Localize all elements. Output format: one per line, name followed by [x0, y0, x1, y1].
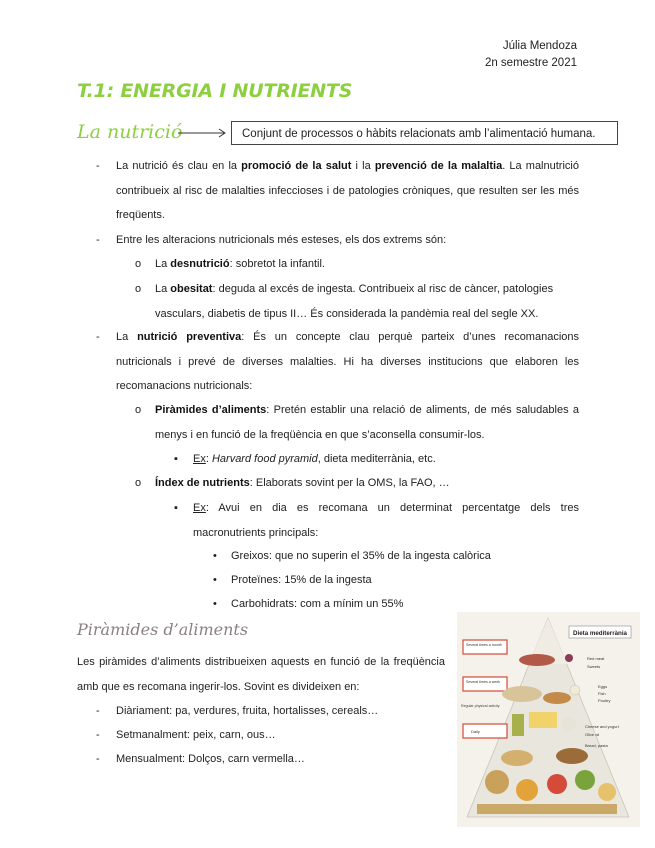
bullet-salut [116, 154, 579, 228]
text: La [155, 258, 171, 270]
text: : Avui en dia es recomana un determinat percentatge dels tres macronutrients principals: [193, 502, 579, 539]
square-marker: ▪ [174, 453, 178, 465]
bullet-obesitat [155, 277, 579, 326]
food-vegetables [575, 770, 595, 790]
label-red-meat: Red meat [587, 656, 605, 661]
pyramid-title: Dieta mediterrània [573, 630, 627, 637]
macro-item: Greixos: que no superin el 35% de la ingesta calòrica [231, 550, 491, 562]
bold-term: Índex de nutrients [155, 477, 250, 489]
dash-marker: - [96, 234, 100, 246]
semester: 2n semestre 2021 [484, 57, 577, 69]
food-tomato [547, 774, 567, 794]
label-poultry: Poultry [598, 698, 611, 703]
food-egg [570, 685, 580, 695]
author-name: Júlia Mendoza [502, 40, 577, 52]
page-title: T.1: ENERGIA I NUTRIENTS [77, 80, 353, 102]
circle-marker: o [135, 477, 142, 489]
dot-marker: • [213, 574, 217, 586]
food-cheese [529, 712, 557, 728]
label-cheese: Cheese and yogurt [585, 724, 619, 729]
bold-term: obesitat [170, 283, 213, 295]
circle-marker: o [135, 258, 142, 270]
text: : És un concepte clau perquè parteix d’unes recomanacions nutricionals i prevé de diverses malalties. Hi ha diverses institucions que elaboren les recomanacions nutricionals: [116, 331, 580, 392]
text: . La malnutrició contribueix al risc de malalties infeccioses i de patologies cròniques, que resulten ser les més freqüents. [116, 160, 579, 221]
text: La [116, 331, 138, 343]
bold-term: prevenció de la malaltia [374, 160, 503, 172]
example-label: Ex [193, 453, 206, 465]
italic-term: Harvard food pyramid [211, 453, 318, 465]
square-marker: ▪ [174, 502, 178, 514]
text: : deguda al excés de ingesta. Contribueix al risc de càncer, patologies vasculars, diabetis de tipus II… És considerada la pandèmia real del segle XX. [155, 283, 554, 320]
dot-marker: • [213, 598, 217, 610]
label-grains: Bread, pasta [585, 743, 608, 748]
food-pasta [598, 783, 616, 801]
example-piramides [193, 447, 579, 472]
food-wine [565, 654, 573, 662]
label-daily: Daily [471, 729, 480, 734]
mediterranean-pyramid-image [457, 612, 640, 827]
text: , dieta mediterrània, etc. [317, 453, 436, 465]
dash-marker: - [96, 729, 100, 741]
section-heading-piramides: Piràmides d’aliments [77, 620, 249, 639]
label-activity: Regular physical activity [461, 704, 500, 708]
bullet-preventiva [116, 325, 579, 399]
label-daily-box [463, 724, 507, 738]
text: : Pretén establir una relació de aliments, de més saludables a menys i en funció de la freqüència en que s’aconsella consumir-los. [155, 404, 579, 441]
bullet-piramides [155, 398, 579, 447]
piramides-intro: Les piràmides d’aliments distribueixen aquests en funció de la freqüència amb que es recomana ingerir-los. Sovint es divideixen en: [77, 656, 445, 693]
bullet-desnutricio [155, 252, 579, 277]
frequency-item: Mensualment: Dolços, carn vermella… [116, 753, 305, 765]
dash-marker: - [96, 331, 100, 343]
text: La nutrició és clau en la [116, 160, 242, 172]
macro-item: Proteïnes: 15% de la ingesta [231, 574, 372, 586]
food-base [477, 804, 617, 814]
bold-term: desnutrició [170, 258, 230, 270]
dash-marker: - [96, 753, 100, 765]
food-yogurt [562, 717, 576, 731]
arrow-right-icon [178, 127, 228, 139]
macro-item: Carbohidrats: com a mínim un 55% [231, 598, 404, 610]
text: La [155, 283, 171, 295]
label-monthly: Several times a month [466, 643, 502, 647]
example-label: Ex [193, 502, 206, 514]
food-meat [519, 654, 555, 666]
author-block [485, 38, 577, 72]
food-oil [512, 714, 524, 736]
circle-marker: o [135, 283, 142, 295]
label-weekly: Several times a week [466, 680, 501, 684]
food-fruit [516, 779, 538, 801]
frequency-item: Setmanalment: peix, carn, ous… [116, 729, 276, 741]
bullet-alteracions: Entre les alteracions nutricionals més esteses, els dos extrems són: [116, 234, 447, 246]
circle-marker: o [135, 404, 142, 416]
text: i la [351, 160, 375, 172]
bullet-index [155, 471, 579, 496]
bold-term: Piràmides d’aliments [155, 404, 267, 416]
label-olive-oil: Olive oil [585, 732, 600, 737]
dash-marker: - [96, 160, 100, 172]
food-poultry [543, 692, 571, 704]
label-eggs: Eggs [598, 684, 608, 689]
text: : [205, 453, 212, 465]
food-nuts [556, 748, 588, 764]
label-fish: Fish [598, 691, 606, 696]
section-heading-nutricio: La nutrició [77, 121, 183, 143]
label-sweets: Sweets [587, 664, 601, 669]
example-index [193, 496, 579, 545]
bold-term: promoció de la salut [241, 160, 352, 172]
text: : Elaborats sovint per la OMS, la FAO, … [249, 477, 450, 489]
definition-box: Conjunt de processos o hàbits relacionats amb l’alimentació humana. [231, 121, 618, 145]
dash-marker: - [96, 705, 100, 717]
food-grains [501, 750, 533, 766]
food-bread [485, 770, 509, 794]
bold-term: nutrició preventiva [137, 331, 242, 343]
food-fish [502, 686, 542, 702]
text: : sobretot la infantil. [229, 258, 325, 270]
dot-marker: • [213, 550, 217, 562]
frequency-item: Diàriament: pa, verdures, fruita, hortalisses, cereals… [116, 705, 379, 717]
